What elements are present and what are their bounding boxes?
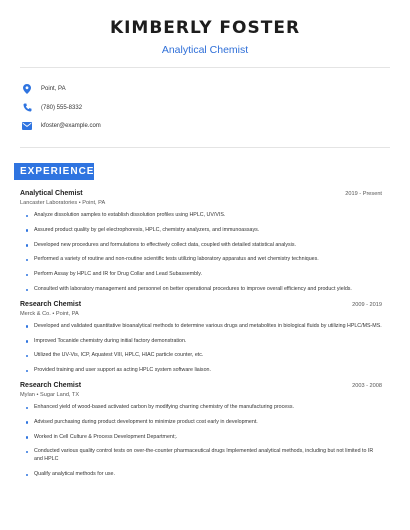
bullet-text: Performed a variety of routine and non-routine scientific tests utilizing laboratory apparatus and wet chemistry techniques. [34, 256, 319, 263]
bullet-text: Perform Assay by HPLC and IR for Drug Collar and Lead Subassembly. [34, 271, 203, 278]
job-company: Mylan [20, 391, 35, 398]
job-dates: 2003 - 2008 [352, 382, 382, 389]
contact-phone [22, 99, 101, 118]
phone-icon [22, 103, 32, 113]
bullet-item [26, 242, 382, 250]
location-pin-icon [22, 84, 32, 94]
divider [20, 67, 390, 68]
bullet-item [26, 286, 382, 294]
job-company: Lancaster Laboratories [20, 200, 78, 206]
job-entry [20, 190, 382, 294]
bullet-item [26, 404, 382, 412]
bullet-item [26, 256, 382, 264]
bullet-text: Consulted with laboratory management and personnel on better operational procedures to improve overall efficiency and product yields. [34, 285, 352, 292]
job-company-location: Merck & Co. • Point, PA [20, 310, 79, 317]
job-bullets [20, 323, 382, 375]
job-company-location: Lancaster Laboratories • Point, PA [20, 200, 106, 206]
bullet-dot [26, 407, 28, 409]
job-title: Research Chemist [20, 300, 82, 308]
email-icon [22, 121, 32, 131]
phone-text: (780) 555-8332 [41, 104, 83, 111]
bullet-dot [26, 436, 28, 438]
bullet-dot [26, 451, 28, 453]
resume-header [0, 18, 410, 56]
bullet-dot [26, 259, 28, 261]
job-location: Point, PA [55, 310, 79, 317]
job-company: Merck & Co. [20, 310, 51, 317]
bullet-item [26, 352, 382, 360]
bullet-dot [26, 340, 28, 342]
job-entry [20, 382, 382, 479]
candidate-name: KIMBERLY FOSTER [109, 18, 301, 38]
bullet-item [26, 448, 382, 464]
job-entry [20, 301, 382, 375]
bullet-dot [26, 355, 28, 357]
bullet-text: Qualify analytical methods for use. [34, 470, 115, 477]
job-title: Research Chemist [20, 381, 82, 389]
bullet-dot [26, 289, 28, 291]
bullet-text: Analyze dissolution samples to establish dissolution profiles using HPLC, UV/VIS. [34, 212, 226, 218]
bullet-dot [26, 215, 28, 217]
bullet-item [26, 338, 382, 346]
job-dates: 2019 - Present [345, 191, 382, 197]
job-title: Analytical Chemist [20, 190, 83, 197]
email-text: kfoster@example.com [41, 123, 101, 130]
bullet-dot [26, 244, 28, 246]
experience-list [20, 190, 382, 486]
contact-location [22, 80, 101, 99]
bullet-dot [26, 229, 28, 231]
job-company-location: Mylan • Sugar Land, TX [20, 391, 80, 398]
bullet-text: Provided training and user support as acting HPLC system software liaison. [34, 367, 211, 374]
location-text: Point, PA [41, 86, 66, 93]
bullet-item [26, 212, 382, 220]
job-bullets [20, 212, 382, 294]
bullet-text: Improved Tocanide chemistry during initial factory demonstration. [34, 337, 187, 344]
bullet-text: Utilized the UV-Vis, ICP, Aquatest VIII, HPLC, HIAC particle counter, etc. [34, 352, 204, 359]
bullet-item [26, 271, 382, 279]
bullet-item [26, 434, 382, 442]
job-dates: 2009 - 2019 [352, 301, 382, 308]
bullet-dot [26, 474, 28, 476]
bullet-text: Developed and validated quantitative bioanalytical methods to determine various drugs and metabolites in biological fluids by utilizing HPLC/MS-MS. [34, 322, 382, 329]
bullet-text: Enhanced yield of wood-based activated carbon by modifying charring chemistry of the manufacturing process. [34, 403, 294, 410]
job-bullets [20, 404, 382, 479]
bullet-item [26, 419, 382, 427]
bullet-dot [26, 274, 28, 276]
bullet-text: Developed new procedures and formulations to effectively collect data, coupled with detailed statistical analysis. [34, 241, 296, 248]
bullet-item [26, 323, 382, 331]
bullet-item [26, 367, 382, 375]
job-location: Point, PA [82, 200, 106, 206]
bullet-dot [26, 325, 28, 327]
contact-list [22, 80, 101, 136]
candidate-title: Analytical Chemist [161, 44, 249, 56]
bullet-dot [26, 421, 28, 423]
bullet-text: Assured product quality by gel electrophoresis, HPLC, chemistry analyzers, and immunoassays. [34, 226, 260, 233]
bullet-dot [26, 370, 28, 372]
bullet-text: Advised purchasing during product development to minimize product cost early in development. [34, 418, 258, 425]
bullet-item [26, 471, 382, 479]
contact-email [22, 117, 101, 136]
job-location: Sugar Land, TX [40, 391, 80, 398]
section-title-experience: EXPERIENCE [14, 163, 94, 180]
bullet-text: Conducted various quality control tests on over-the-counter pharmaceutical drugs Implemented analytical methods, including but not limited to IR and HPLC [34, 448, 374, 463]
bullet-item [26, 227, 382, 235]
divider [20, 147, 390, 148]
bullet-text: Worked in Cell Culture & Process Development Department;. [34, 433, 178, 440]
